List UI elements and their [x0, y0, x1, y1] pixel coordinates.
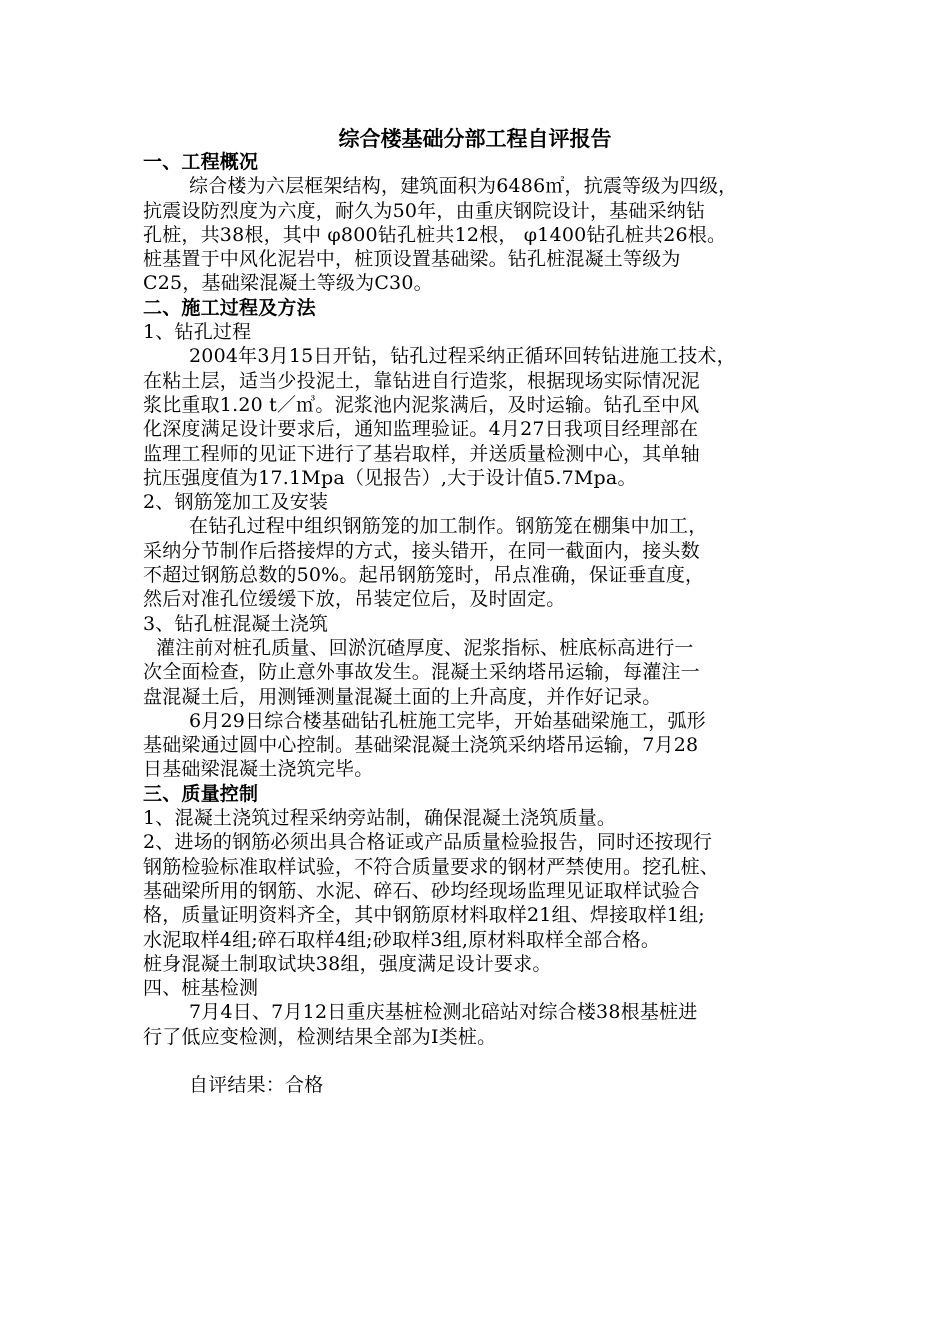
paragraph-line: 浆比重取1.20 t／㎥。泥浆池内泥浆满后，及时运输。钻孔至中风	[143, 393, 700, 416]
paragraph-line: 综合楼为六层框架结构，建筑面积为6486㎡，抗震等级为四级，	[189, 175, 738, 198]
paragraph-line: 不超过钢筋总数的50%。起吊钢筋笼时，吊点准确，保证垂直度，	[143, 564, 705, 587]
paragraph-line: 监理工程师的见证下进行了基岩取样，并送质量检测中心，其单轴	[143, 442, 700, 465]
paragraph-line: 灌注前对桩孔质量、回淤沉碴厚度、泥浆指标、桩底标高进行一	[156, 636, 694, 659]
paragraph-line: 在钻孔过程中组织钢筋笼的加工制作。钢筋笼在棚集中加工，	[189, 515, 708, 538]
paragraph-line: C25，基础梁混凝土等级为C30。	[143, 272, 433, 295]
paragraph-line: 化深度满足设计要求后，通知监理验证。4月27日我项目经理部在	[143, 418, 699, 441]
paragraph-line: 7月4日、7月12日重庆基桩检测北碚站对综合楼38根基桩进	[189, 1001, 698, 1024]
paragraph-line: 日基础梁混凝土浇筑完毕。	[143, 758, 374, 781]
paragraph-line: 孔桩，共38根，其中 φ800钻孔桩共12根， φ1400钻孔桩共26根。	[143, 223, 727, 246]
paragraph-line: 抗震设防烈度为六度，耐久为50年，由重庆钢院设计，基础采纳钻	[143, 199, 706, 222]
paragraph-line: 采纳分节制作后搭接焊的方式，接头错开，在同一截面内，接头数	[143, 539, 700, 562]
section-heading-quality-control: 三、质量控制	[143, 782, 259, 805]
paragraph-line: 格，质量证明资料齐全，其中钢筋原材料取样21组、焊接取样1组;	[143, 904, 705, 927]
paragraph-line: 次全面检查，防止意外事故发生。混凝土采纳塔吊运输，每灌注一	[143, 661, 700, 684]
document-title: 综合楼基础分部工程自评报告	[338, 127, 612, 151]
spacer	[143, 1049, 828, 1073]
paragraph-line: 水泥取样4组;碎石取样4组;砂取样3组,原材料取样全部合格。	[143, 928, 661, 951]
self-evaluation-result: 自评结果：合格	[189, 1073, 324, 1096]
paragraph-line: 2004年3月15日开钻，钻孔过程采纳正循环回转钻进施工技术，	[189, 345, 736, 368]
subsection-heading-concrete-pouring: 3、钻孔桩混凝土浇筑	[143, 612, 329, 635]
paragraph-line: 然后对准孔位缓缓下放，吊装定位后，及时固定。	[143, 588, 566, 611]
paragraph-line: 桩身混凝土制取试块38组，强度满足设计要求。	[143, 952, 552, 975]
paragraph-line: 行了低应变检测，检测结果全部为Ⅰ类桩。	[143, 1025, 497, 1048]
paragraph-line: 盘混凝土后，用测锤测量混凝土面的上升高度，并作好记录。	[143, 685, 662, 708]
subsection-heading-rebar-cage: 2、钢筋笼加工及安装	[143, 491, 329, 514]
paragraph-line: 抗压强度值为17.1Mpa（见报告）,大于设计值5.7Mpa。	[143, 466, 637, 489]
paragraph-line: 在粘土层，适当少投泥土，靠钻进自行造浆，根据现场实际情况泥	[143, 369, 700, 392]
section-heading-pile-testing: 四、桩基检测	[143, 977, 259, 1000]
paragraph-line: 桩基置于中风化泥岩中，桩顶设置基础梁。钻孔桩混凝土等级为	[143, 248, 681, 271]
section-heading-overview: 一、工程概况	[143, 151, 259, 173]
paragraph-line: 1、混凝土浇筑过程采纳旁站制，确保混凝土浇筑质量。	[143, 807, 617, 830]
paragraph-line: 基础梁通过圆中心控制。基础梁混凝土浇筑采纳塔吊运输，7月28	[143, 734, 699, 757]
paragraph-line: 2、进场的钢筋必须出具合格证或产品质量检验报告，同时还按现行	[143, 831, 713, 854]
paragraph-line: 6月29日综合楼基础钻孔桩施工完毕，开始基础梁施工，弧形	[189, 709, 706, 732]
paragraph-line: 钢筋检验标准取样试验，不符合质量要求的钢材严禁使用。挖孔桩、	[143, 855, 720, 878]
subsection-heading-drilling: 1、钻孔过程	[143, 321, 252, 344]
section-heading-construction: 二、施工过程及方法	[143, 296, 316, 319]
document-body	[143, 150, 828, 1097]
paragraph-line: 基础梁所用的钢筋、水泥、碎石、砂均经现场监理见证取样试验合	[143, 879, 700, 902]
